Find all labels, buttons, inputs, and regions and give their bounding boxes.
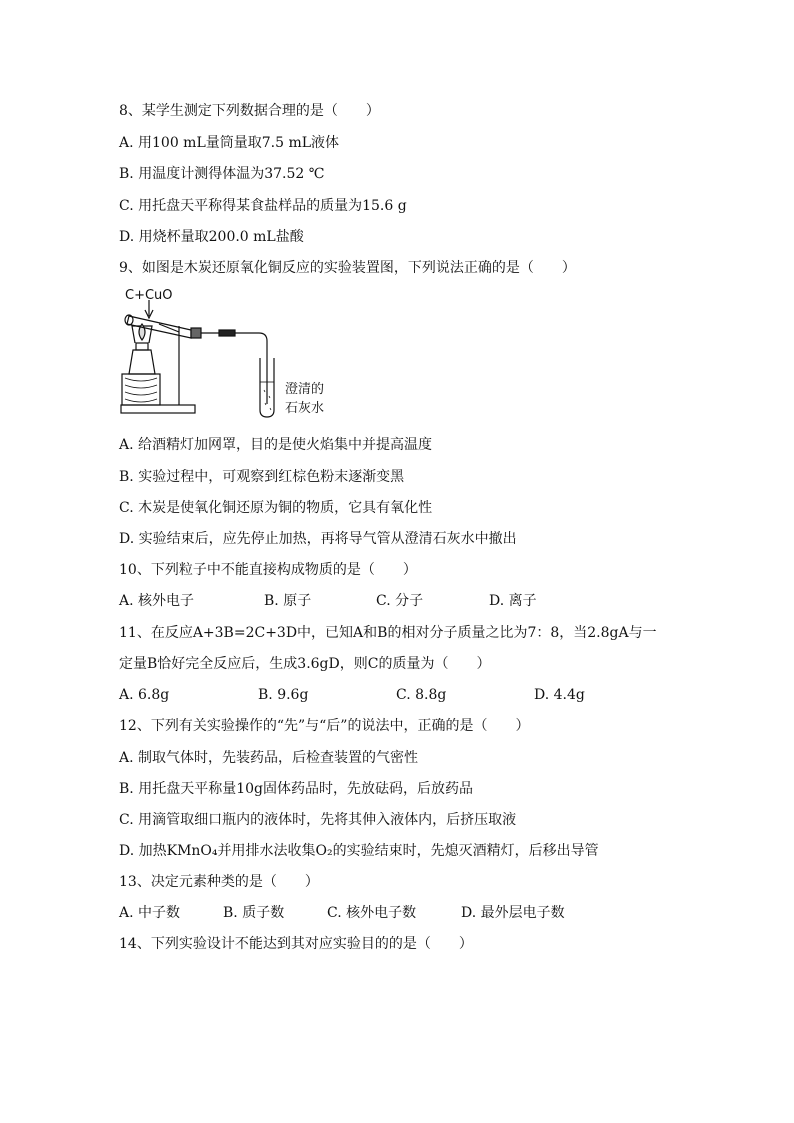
question-11-stem-line2: 定量B恰好完全反应后，生成3.6gD，则C的质量为（ ） (119, 656, 491, 672)
question-11-stem-line1: 11、在反应A+3B=2C+3D中，已知A和B的相对分子质量之比为7：8，当2.8gA与一 (119, 625, 657, 641)
question-12-option-c: C. 用滴管取细口瓶内的液体时，先将其伸入液体内，后挤压取液 (119, 812, 517, 828)
question-10-option-b: B. 原子 (264, 593, 312, 609)
test-tube (127, 316, 191, 338)
question-9-option-d: D. 实验结束后，应先停止加热，再将导气管从澄清石灰水中撤出 (119, 531, 517, 547)
question-8-option-c: C. 用托盘天平称得某食盐样品的质量为15.6 g (119, 198, 407, 214)
question-10-stem: 10、下列粒子中不能直接构成物质的是（ ） (119, 562, 417, 578)
question-9-stem: 9、如图是木炭还原氧化铜反应的实验装置图，下列说法正确的是（ ） (119, 260, 576, 276)
apparatus-figure (119, 286, 339, 418)
question-10-option-d: D. 离子 (489, 593, 537, 609)
question-11-option-c: C. 8.8g (396, 687, 447, 703)
question-9-option-b: B. 实验过程中，可观察到红棕色粉末逐渐变黑 (119, 469, 405, 485)
question-13-stem: 13、决定元素种类的是（ ） (119, 874, 319, 890)
question-11-option-b: B. 9.6g (258, 687, 309, 703)
question-10-option-a: A. 核外电子 (119, 593, 195, 609)
limewater-label-line2: 石灰水 (285, 401, 325, 416)
stand-base (121, 405, 195, 413)
question-11-option-d: D. 4.4g (534, 687, 585, 703)
question-12-option-d: D. 加热KMnO₄并用排水法收集O₂的实验结束时，先熄灭酒精灯，后移出导管 (119, 843, 599, 859)
question-8-option-d: D. 用烧杯量取200.0 mL盐酸 (119, 229, 304, 245)
question-8-stem: 8、某学生测定下列数据合理的是（ ） (119, 103, 380, 119)
limewater-label-line1: 澄清的 (285, 382, 325, 397)
question-9-option-c: C. 木炭是使氧化铜还原为铜的物质，它具有氧化性 (119, 500, 433, 516)
question-13-option-a: A. 中子数 (119, 905, 181, 921)
question-13-option-b: B. 质子数 (223, 905, 285, 921)
question-14-stem: 14、下列实验设计不能达到其对应实验目的的是（ ） (119, 936, 473, 952)
question-12-stem: 12、下列有关实验操作的“先”与“后”的说法中，正确的是（ ） (119, 718, 530, 734)
question-8-option-b: B. 用温度计测得体温为37.52 ℃ (119, 166, 325, 182)
alcohol-lamp (129, 350, 155, 374)
question-12-option-a: A. 制取气体时，先装药品，后检查装置的气密性 (119, 750, 419, 766)
question-13-option-c: C. 核外电子数 (327, 905, 417, 921)
question-11-option-a: A. 6.8g (119, 687, 170, 703)
rubber-connector (219, 330, 235, 336)
stopper (191, 328, 201, 338)
delivery-tube (235, 333, 267, 404)
question-9-option-a: A. 给酒精灯加网罩，目的是使火焰集中并提高温度 (119, 437, 433, 453)
question-10-option-c: C. 分子 (376, 593, 424, 609)
question-8-option-a: A. 用100 mL量筒量取7.5 mL液体 (119, 135, 340, 151)
question-13-option-d: D. 最外层电子数 (461, 905, 565, 921)
question-12-option-b: B. 用托盘天平称量10g固体药品时，先放砝码，后放药品 (119, 781, 473, 797)
reactant-label: C+CuO (125, 288, 173, 303)
